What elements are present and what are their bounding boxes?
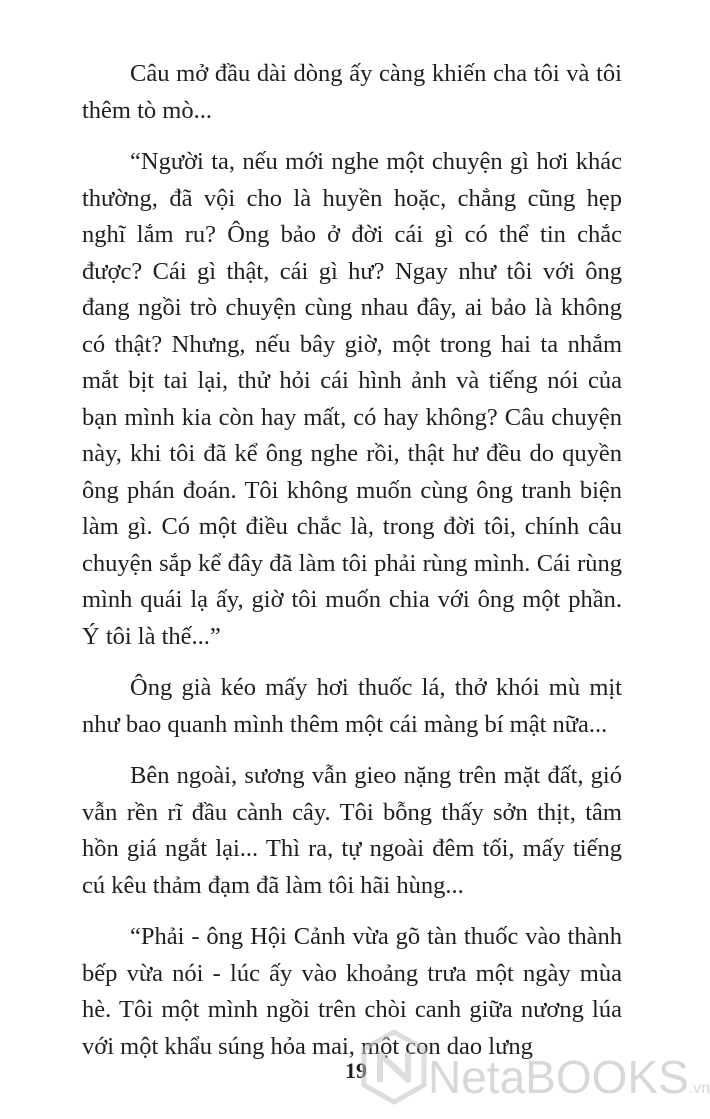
watermark-suffix: .vn: [688, 1080, 710, 1097]
paragraph-1: Câu mở đầu dài dòng ấy càng khiến cha tôi và tôi thêm tò mò...: [82, 60, 622, 124]
body-text: [82, 56, 622, 1080]
paragraph-3: Ông già kéo mấy hơi thuốc lá, thở khói mù mịt như bao quanh mình thêm một cái màng bí mật nữa...: [82, 674, 622, 738]
watermark-brand: [428, 1050, 710, 1104]
paragraph-5: “Phải - ông Hội Cảnh vừa gõ tàn thuốc vào thành bếp vừa nói - lúc ấy vào khoảng trưa một ngày mùa hè. Tôi một mình ngồi trên chòi canh giữa nương lúa với một khẩu súng hỏa mai, một con dao lưng: [82, 923, 622, 1060]
page-number: 19: [345, 1058, 367, 1083]
watermark: [362, 1020, 710, 1116]
paragraph-2: “Người ta, nếu mới nghe một chuyện gì hơi khác thường, đã vội cho là huyền hoặc, chẳng cũng hẹp nghĩ lắm ru? Ông bảo ở đời cái gì có thể tin chắc được? Cái gì thật, cái gì hư? Ngay như tôi với ông đang ngồi trò chuyện cùng nhau đây, ai bảo là không có thật? Nhưng, nếu bây giờ, một trong hai ta nhắm mắt bịt tai lại, thử hỏi cái hình ảnh và tiếng nói của bạn mình kia còn hay mất, có hay không? Câu chuyện này, khi tôi đã kể ông nghe rồi, thật hư đều do quyền ông phán đoán. Tôi không muốn cùng ông tranh biện làm gì. Có một điều chắc là, trong đời tôi, chính câu chuyện sắp kể đây đã làm tôi phải rùng mình. Cái rùng mình quái lạ ấy, giờ tôi muốn chia với ông một phần. Ý tôi là thế...”: [82, 148, 622, 650]
watermark-brand-name: NetaBOOKS: [428, 1051, 689, 1103]
paragraph-4: Bên ngoài, sương vẫn gieo nặng trên mặt đất, gió vẫn rền rĩ đầu cành cây. Tôi bỗng thấy sởn thịt, tâm hồn giá ngắt lại... Thì ra, tự ngoài đêm tối, mấy tiếng cú kêu thảm đạm đã làm tôi hãi hùng...: [82, 762, 622, 899]
netabooks-logo-icon: [362, 1030, 426, 1104]
